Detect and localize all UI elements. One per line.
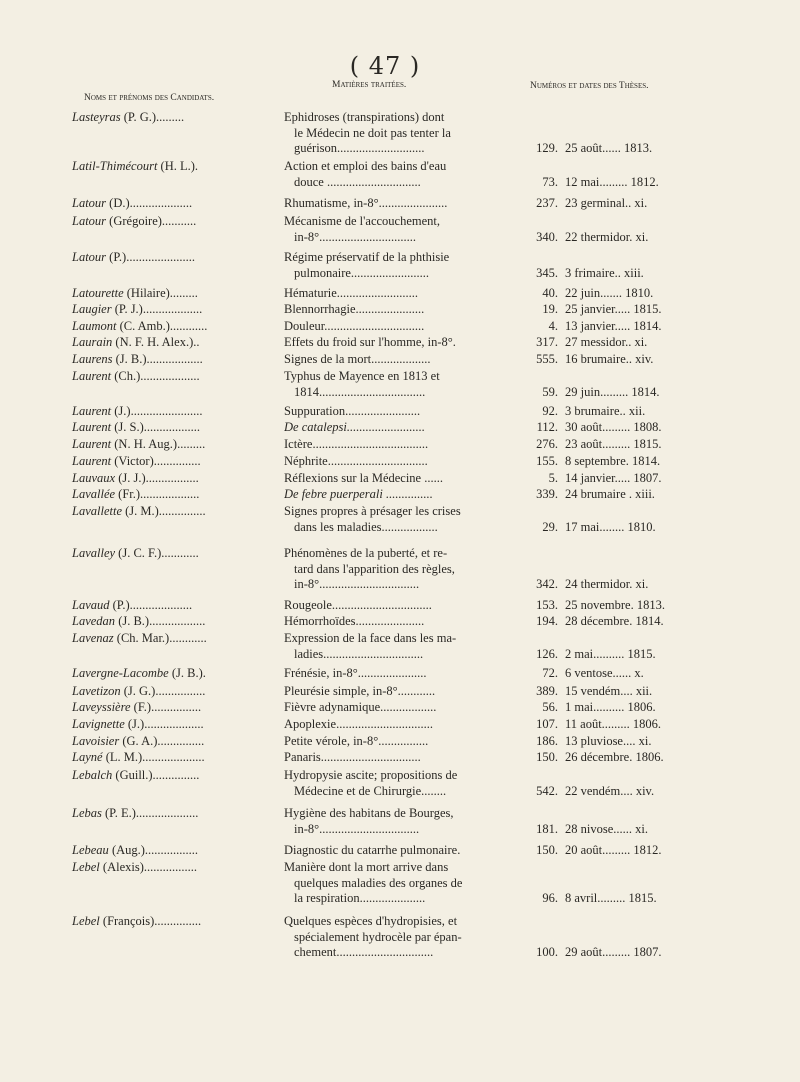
candidate-surname: Latour xyxy=(72,214,107,228)
thesis-subject-line: dans les maladies.................. xyxy=(294,519,438,534)
thesis-subject xyxy=(284,159,534,190)
thesis-subject-line: le Médecin ne doit pas tenter la xyxy=(294,125,451,140)
thesis-date: 15 vendém.... xii. xyxy=(565,684,653,698)
thesis-subject-line: Fièvre adynamique.................. xyxy=(284,700,437,714)
thesis-date: 22 juin....... 1810. xyxy=(565,286,654,300)
thesis-subject xyxy=(284,700,534,716)
candidate-surname: Laumont xyxy=(72,319,117,333)
candidate-name xyxy=(72,504,282,520)
candidate-surname: Laurent xyxy=(72,454,112,468)
candidate-given-names: (Ch.)................... xyxy=(111,369,200,383)
thesis-date: 27 messidor.. xi. xyxy=(565,335,648,349)
thesis-number: 317. xyxy=(536,335,558,349)
thesis-date: 3 frimaire.. xiii. xyxy=(565,265,644,280)
page-number: ( 47 ) xyxy=(349,52,421,80)
thesis-subject-line: Manière dont la mort arrive dans xyxy=(284,860,449,874)
thesis-number: 340. xyxy=(536,229,558,244)
thesis-subject-line: Petite vérole, in-8°................ xyxy=(284,734,429,748)
thesis-number: 112. xyxy=(536,420,558,434)
candidate-given-names: (P.).................... xyxy=(109,598,193,612)
thesis-subject xyxy=(284,369,534,400)
candidate-surname: Latourette xyxy=(72,286,124,300)
candidate-given-names: (P. J.)................... xyxy=(111,302,203,316)
candidate-given-names: (J. M.)............... xyxy=(122,504,206,518)
candidate-name xyxy=(72,806,282,822)
thesis-number: 153. xyxy=(536,598,558,612)
thesis-subject-line: Typhus de Mayence en 1813 et xyxy=(284,369,440,383)
thesis-subject xyxy=(284,196,534,212)
candidate-name xyxy=(72,454,282,470)
thesis-subject-line: De catalepsi......................... xyxy=(284,420,425,434)
thesis-subject xyxy=(284,302,534,318)
candidate-surname: Lavalley xyxy=(72,546,116,560)
candidate-surname: Lebel xyxy=(72,860,100,874)
thesis-subject xyxy=(284,684,534,700)
candidate-surname: Latil-Thimécourt xyxy=(72,159,158,173)
thesis-number: 126. xyxy=(536,646,558,661)
thesis-subject xyxy=(284,487,534,503)
candidate-name xyxy=(72,420,282,436)
header-thesis-numbers-dates: Numéros et dates des Thèses. xyxy=(530,81,649,91)
candidate-surname: Lebas xyxy=(72,806,102,820)
thesis-subject-line: Panaris................................ xyxy=(284,750,421,764)
candidate-surname: Latour xyxy=(72,250,107,264)
thesis-subject-line: Douleur................................ xyxy=(284,319,425,333)
candidate-given-names: (J. S.).................. xyxy=(111,420,201,434)
thesis-date: 28 décembre. 1814. xyxy=(565,614,664,628)
thesis-subject xyxy=(284,717,534,733)
thesis-subject xyxy=(284,352,534,368)
candidate-name xyxy=(72,614,282,630)
candidate-given-names: (P.)...................... xyxy=(106,250,195,264)
thesis-number: 72. xyxy=(542,666,558,680)
candidate-name xyxy=(72,335,282,351)
thesis-subject-line: Action et emploi des bains d'eau xyxy=(284,159,447,173)
candidate-name xyxy=(72,700,282,716)
candidate-surname: Laugier xyxy=(72,302,112,316)
thesis-subject-line: De febre puerperali ............... xyxy=(284,487,433,501)
candidate-name xyxy=(72,471,282,487)
candidate-given-names: (P. G.)......... xyxy=(120,110,185,124)
candidate-given-names: (D.).................... xyxy=(106,196,193,210)
candidate-surname: Layné xyxy=(72,750,103,764)
thesis-subject xyxy=(284,734,534,750)
thesis-date: 20 août......... 1812. xyxy=(565,843,662,857)
thesis-number: 181. xyxy=(536,821,558,836)
candidate-name xyxy=(72,404,282,420)
candidate-name xyxy=(72,598,282,614)
thesis-subject-line: Blennorrhagie...................... xyxy=(284,302,425,316)
thesis-number: 186. xyxy=(536,734,558,748)
candidate-given-names: (J. C. F.)............ xyxy=(115,546,199,560)
thesis-date: 28 nivose...... xi. xyxy=(565,821,648,836)
candidate-given-names: (N. H. Aug.)......... xyxy=(111,437,206,451)
candidate-surname: Laurain xyxy=(72,335,113,349)
thesis-subject-line: Régime préservatif de la phthisie xyxy=(284,250,450,264)
candidate-surname: Lavenaz xyxy=(72,631,114,645)
thesis-subject-line: Apoplexie............................... xyxy=(284,717,433,731)
candidate-surname: Laveyssière xyxy=(72,700,131,714)
thesis-subject xyxy=(284,335,534,351)
thesis-date: 22 vendém.... xiv. xyxy=(565,783,655,798)
thesis-subject xyxy=(284,860,534,907)
thesis-subject-line: guérison............................ xyxy=(294,141,425,155)
candidate-given-names: (H. L.). xyxy=(157,159,199,173)
thesis-number: 339. xyxy=(536,487,558,501)
candidate-surname: Lavedan xyxy=(72,614,116,628)
thesis-subject-line: Effets du froid sur l'homme, in-8°. xyxy=(284,335,456,349)
thesis-number: 29. xyxy=(542,519,558,534)
thesis-date: 11 août......... 1806. xyxy=(565,717,662,731)
thesis-date: 23 août......... 1815. xyxy=(565,437,662,451)
thesis-subject-line: Ephidroses (transpirations) dont xyxy=(284,110,445,124)
thesis-subject-line: ladies................................ xyxy=(294,646,424,661)
thesis-subject xyxy=(284,404,534,420)
candidate-given-names: (F.)................ xyxy=(130,700,202,714)
candidate-name xyxy=(72,860,282,876)
thesis-date: 30 août......... 1808. xyxy=(565,420,662,434)
thesis-subject-line: Diagnostic du catarrhe pulmonaire. xyxy=(284,843,461,857)
thesis-number: 73. xyxy=(542,174,558,189)
candidate-given-names: (Grégoire)........... xyxy=(106,214,197,228)
thesis-subject-line: douce .............................. xyxy=(294,174,421,189)
candidate-surname: Laurent xyxy=(72,404,112,418)
candidate-name xyxy=(72,286,282,302)
thesis-subject xyxy=(284,666,534,682)
thesis-subject-line: quelques maladies des organes de xyxy=(294,875,463,890)
candidate-surname: Lebel xyxy=(72,914,100,928)
thesis-number: 4. xyxy=(548,319,558,333)
candidate-surname: Laurens xyxy=(72,352,113,366)
thesis-date: 24 brumaire . xiii. xyxy=(565,487,655,501)
thesis-number: 237. xyxy=(536,196,558,210)
header-candidate-names: Noms et prénoms des Candidats. xyxy=(84,93,215,103)
candidate-given-names: (Guill.)............... xyxy=(112,768,200,782)
thesis-number: 19. xyxy=(542,302,558,316)
candidate-surname: Laurent xyxy=(72,369,112,383)
candidate-name xyxy=(72,914,282,930)
thesis-subject-line: Expression de la face dans les ma- xyxy=(284,631,457,645)
thesis-subject-line: Hygiène des habitans de Bourges, xyxy=(284,806,454,820)
thesis-subject xyxy=(284,806,534,837)
thesis-subject-line: in-8°................................ xyxy=(294,821,420,836)
thesis-date: 14 janvier..... 1807. xyxy=(565,471,662,485)
thesis-date: 1 mai.......... 1806. xyxy=(565,700,656,714)
thesis-subject xyxy=(284,546,534,593)
candidate-surname: Lavignette xyxy=(72,717,125,731)
thesis-number: 56. xyxy=(542,700,558,714)
thesis-date: 29 août......... 1807. xyxy=(565,945,662,959)
thesis-number: 555. xyxy=(536,352,558,366)
thesis-subject-line: Hémorrhoïdes...................... xyxy=(284,614,425,628)
thesis-date: 13 janvier..... 1814. xyxy=(565,319,662,333)
thesis-date: 23 germinal.. xi. xyxy=(565,196,648,210)
thesis-subject xyxy=(284,843,534,859)
candidate-surname: Lavergne-Lacombe xyxy=(72,666,169,680)
thesis-date: 8 avril......... 1815. xyxy=(565,891,657,905)
candidate-name xyxy=(72,546,282,562)
thesis-date: 2 mai.......... 1815. xyxy=(565,646,656,661)
candidate-given-names: (P. E.).................... xyxy=(101,806,199,820)
candidate-given-names: (C. Amb.)............ xyxy=(116,319,208,333)
thesis-subject xyxy=(284,914,534,961)
candidate-given-names: (J. B.).................. xyxy=(112,352,203,366)
thesis-number: 5. xyxy=(548,471,558,485)
thesis-subject-line: la respiration..................... xyxy=(294,891,426,905)
thesis-subject-line: Signes propres à présager les crises xyxy=(284,504,461,518)
thesis-number: 194. xyxy=(536,614,558,628)
candidate-name xyxy=(72,110,282,126)
thesis-subject-line: Néphrite................................ xyxy=(284,454,428,468)
thesis-date: 29 juin......... 1814. xyxy=(565,384,660,399)
thesis-date: 16 brumaire.. xiv. xyxy=(565,352,654,366)
thesis-subject-line: chement............................... xyxy=(294,945,434,959)
candidate-name xyxy=(72,159,282,175)
candidate-name xyxy=(72,750,282,766)
candidate-given-names: (G. A.)............... xyxy=(119,734,205,748)
thesis-date: 3 brumaire.. xii. xyxy=(565,404,646,418)
candidate-name xyxy=(72,250,282,266)
candidate-given-names: (Ch. Mar.)............ xyxy=(113,631,207,645)
thesis-subject xyxy=(284,614,534,630)
thesis-subject xyxy=(284,110,534,157)
thesis-number: 389. xyxy=(536,684,558,698)
candidate-given-names: (J. G.)................ xyxy=(120,684,206,698)
candidate-surname: Latour xyxy=(72,196,107,210)
candidate-surname: Lasteyras xyxy=(72,110,121,124)
thesis-subject xyxy=(284,598,534,614)
thesis-number: 150. xyxy=(536,843,558,857)
candidate-given-names: (J. B.).................. xyxy=(115,614,206,628)
candidate-name xyxy=(72,666,282,682)
thesis-date: 13 pluviose.... xi. xyxy=(565,734,652,748)
thesis-subject-line: Rougeole................................ xyxy=(284,598,432,612)
thesis-subject xyxy=(284,631,534,662)
thesis-subject-line: Hydropysie ascite; propositions de xyxy=(284,768,458,782)
thesis-subject xyxy=(284,286,534,302)
candidate-name xyxy=(72,631,282,647)
candidate-name xyxy=(72,319,282,335)
candidate-given-names: (J.)................... xyxy=(124,717,204,731)
candidate-name xyxy=(72,843,282,859)
thesis-subject-line: Pleurésie simple, in-8°............ xyxy=(284,684,436,698)
thesis-number: 107. xyxy=(536,717,558,731)
candidate-name xyxy=(72,196,282,212)
candidate-name xyxy=(72,369,282,385)
thesis-subject xyxy=(284,319,534,335)
thesis-subject-line: Suppuration........................ xyxy=(284,404,421,418)
candidate-name xyxy=(72,717,282,733)
candidate-surname: Lebeau xyxy=(72,843,109,857)
thesis-number: 96. xyxy=(542,891,558,905)
candidate-name xyxy=(72,734,282,750)
thesis-subject xyxy=(284,437,534,453)
thesis-subject-line: Frénésie, in-8°...................... xyxy=(284,666,427,680)
candidate-name xyxy=(72,302,282,318)
candidate-name xyxy=(72,768,282,784)
candidate-name xyxy=(72,352,282,368)
candidate-given-names: (Hilaire)......... xyxy=(123,286,198,300)
thesis-subject xyxy=(284,471,534,487)
candidate-given-names: (Victor)............... xyxy=(111,454,201,468)
thesis-number: 40. xyxy=(542,286,558,300)
thesis-subject-line: pulmonaire......................... xyxy=(294,265,430,280)
header-subjects: Matières traitées. xyxy=(332,80,407,90)
thesis-date: 25 novembre. 1813. xyxy=(565,598,665,612)
thesis-number: 276. xyxy=(536,437,558,451)
candidate-given-names: (J. J.)................. xyxy=(115,471,199,485)
thesis-subject xyxy=(284,454,534,470)
thesis-number: 129. xyxy=(536,141,558,155)
thesis-subject-line: Médecine et de Chirurgie........ xyxy=(294,783,447,798)
thesis-subject-line: 1814.................................. xyxy=(294,384,426,399)
candidate-given-names: (Alexis)................. xyxy=(99,860,197,874)
thesis-date: 24 thermidor. xi. xyxy=(565,577,649,591)
thesis-date: 25 août...... 1813. xyxy=(565,141,653,155)
candidate-surname: Laurent xyxy=(72,420,112,434)
candidate-surname: Lavaud xyxy=(72,598,110,612)
thesis-date: 6 ventose...... x. xyxy=(565,666,644,680)
thesis-subject xyxy=(284,214,534,245)
thesis-number: 155. xyxy=(536,454,558,468)
candidate-surname: Laurent xyxy=(72,437,112,451)
candidate-given-names: (J. B.). xyxy=(168,666,206,680)
thesis-subject xyxy=(284,504,534,535)
candidate-given-names: (N. F. H. Alex.).. xyxy=(112,335,200,349)
candidate-name xyxy=(72,214,282,230)
candidate-name xyxy=(72,684,282,700)
candidate-surname: Lavetizon xyxy=(72,684,121,698)
candidate-surname: Lauvaux xyxy=(72,471,116,485)
thesis-subject-line: Phénomènes de la puberté, et re- xyxy=(284,546,448,560)
candidate-surname: Lavallette xyxy=(72,504,122,518)
candidate-name xyxy=(72,487,282,503)
candidate-surname: Lavallée xyxy=(72,487,116,501)
thesis-subject xyxy=(284,750,534,766)
candidate-given-names: (François)............... xyxy=(99,914,202,928)
thesis-subject-line: in-8°............................... xyxy=(294,229,417,244)
thesis-subject-line: tard dans l'apparition des règles, xyxy=(294,561,455,576)
candidate-name xyxy=(72,437,282,453)
thesis-subject-line: spécialement hydrocèle par épan- xyxy=(294,929,462,944)
thesis-date: 12 mai......... 1812. xyxy=(565,174,659,189)
thesis-date: 25 janvier..... 1815. xyxy=(565,302,662,316)
thesis-date: 22 thermidor. xi. xyxy=(565,229,649,244)
thesis-date: 26 décembre. 1806. xyxy=(565,750,664,764)
thesis-subject-line: Quelques espèces d'hydropisies, et xyxy=(284,914,458,928)
thesis-subject-line: Mécanisme de l'accouchement, xyxy=(284,214,440,228)
thesis-number: 59. xyxy=(542,384,558,399)
thesis-subject-line: in-8°................................ xyxy=(294,577,420,591)
candidate-given-names: (L. M.).................... xyxy=(102,750,205,764)
thesis-subject xyxy=(284,250,534,281)
thesis-subject xyxy=(284,768,534,799)
thesis-subject-line: Signes de la mort................... xyxy=(284,352,431,366)
thesis-number: 345. xyxy=(536,265,558,280)
candidate-surname: Lebalch xyxy=(72,768,113,782)
candidate-given-names: (J.)....................... xyxy=(111,404,203,418)
thesis-subject-line: Ictère..................................... xyxy=(284,437,429,451)
thesis-subject-line: Réflexions sur la Médecine ...... xyxy=(284,471,443,485)
thesis-number: 100. xyxy=(536,945,558,959)
thesis-number: 342. xyxy=(536,577,558,591)
thesis-number: 92. xyxy=(542,404,558,418)
candidate-given-names: (Aug.)................. xyxy=(108,843,199,857)
thesis-number: 542. xyxy=(536,783,558,798)
thesis-subject-line: Hématurie.......................... xyxy=(284,286,419,300)
thesis-subject xyxy=(284,420,534,436)
candidate-surname: Lavoisier xyxy=(72,734,120,748)
thesis-subject-line: Rhumatisme, in-8°...................... xyxy=(284,196,448,210)
thesis-date: 17 mai........ 1810. xyxy=(565,519,656,534)
thesis-number: 150. xyxy=(536,750,558,764)
thesis-date: 8 septembre. 1814. xyxy=(565,454,661,468)
candidate-given-names: (Fr.)................... xyxy=(115,487,200,501)
